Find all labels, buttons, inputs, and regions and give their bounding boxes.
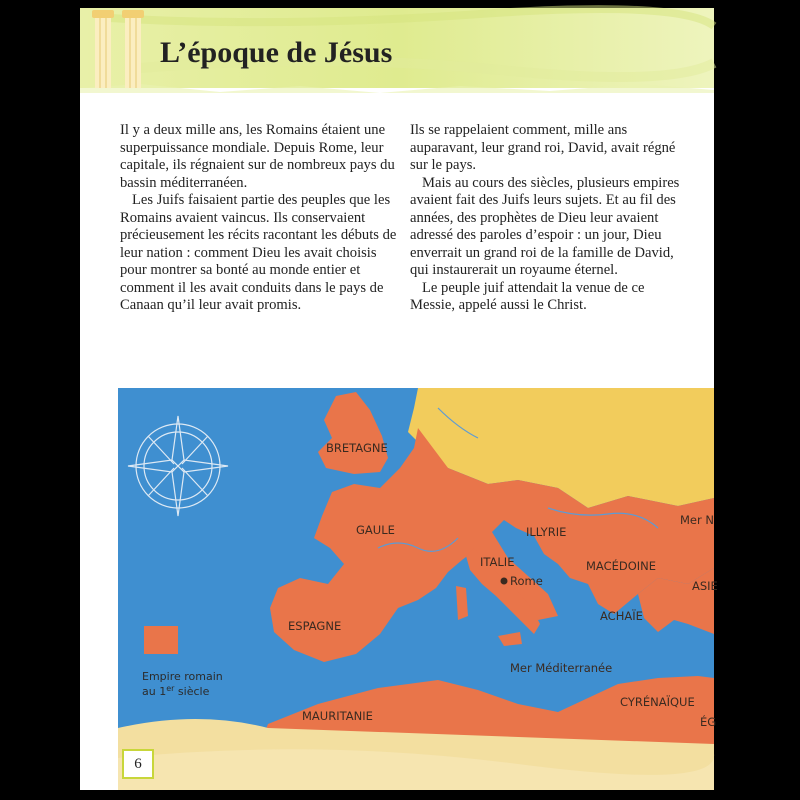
text-column-left bbox=[120, 122, 398, 315]
label-rome: Rome bbox=[510, 574, 543, 588]
page-title: L’époque de Jésus bbox=[160, 36, 393, 69]
roman-empire-map bbox=[118, 388, 718, 790]
label-mer-mediterranee: Mer Méditerranée bbox=[510, 661, 613, 675]
label-gaule: GAULE bbox=[356, 523, 395, 537]
legend-swatch bbox=[144, 626, 178, 654]
text-column-right bbox=[410, 122, 688, 315]
pillar-illustration bbox=[90, 8, 148, 88]
label-mer-noire: Mer N bbox=[680, 513, 714, 527]
island-sardaigne bbox=[456, 586, 468, 620]
page-number: 6 bbox=[122, 749, 154, 779]
label-mauritanie: MAURITANIE bbox=[302, 709, 373, 723]
paragraph: Il y a deux mille ans, les Romains étaient une superpuissance mondiale. Depuis Rome, leur capitale, ils régnaient sur de nombreux pays du bassin méditerranéen. bbox=[120, 122, 395, 191]
paragraph: Mais au cours des siècles, plusieurs empires avaient fait des Juifs leurs sujets. Et au fil des années, des prophètes de Dieu leur avaient adressé des paroles d’espoir : un jour, Dieu enverrait un grand roi de la famille de David, qui instaurerait un royaume éternel. bbox=[410, 174, 680, 278]
legend-label-century: au 1er siècle bbox=[142, 684, 210, 698]
label-macedoine: MACÉDOINE bbox=[586, 559, 657, 573]
label-achaie: ACHAÏE bbox=[600, 609, 643, 623]
label-cyrenaique: CYRÉNAÏQUE bbox=[620, 695, 695, 709]
paragraph: Les Juifs faisaient partie des peuples que les Romains avaient vaincus. Ils conservaient précieusement les récits racontant les débuts de leur nation : comment Dieu les avait choisis pour montrer sa bonté au monde entier et comment il les avait conduits dans le pays de Canaan qu’il leur avait promis. bbox=[120, 192, 397, 313]
rome-marker-icon bbox=[501, 578, 508, 585]
label-asie: ASIE bbox=[692, 579, 718, 593]
label-bretagne: BRETAGNE bbox=[326, 441, 388, 455]
book-page bbox=[80, 8, 718, 790]
label-illyrie: ILLYRIE bbox=[526, 525, 567, 539]
label-espagne: ESPAGNE bbox=[288, 619, 342, 633]
label-egypte: ÉG bbox=[700, 715, 717, 729]
legend-label: Empire romain bbox=[142, 670, 223, 683]
paragraph: Ils se rappelaient comment, mille ans auparavant, leur grand roi, David, avait régné sur le pays. bbox=[410, 122, 676, 173]
paragraph: Le peuple juif attendait la venue de ce Messie, appelé aussi le Christ. bbox=[410, 279, 645, 313]
label-italie: ITALIE bbox=[480, 555, 515, 569]
